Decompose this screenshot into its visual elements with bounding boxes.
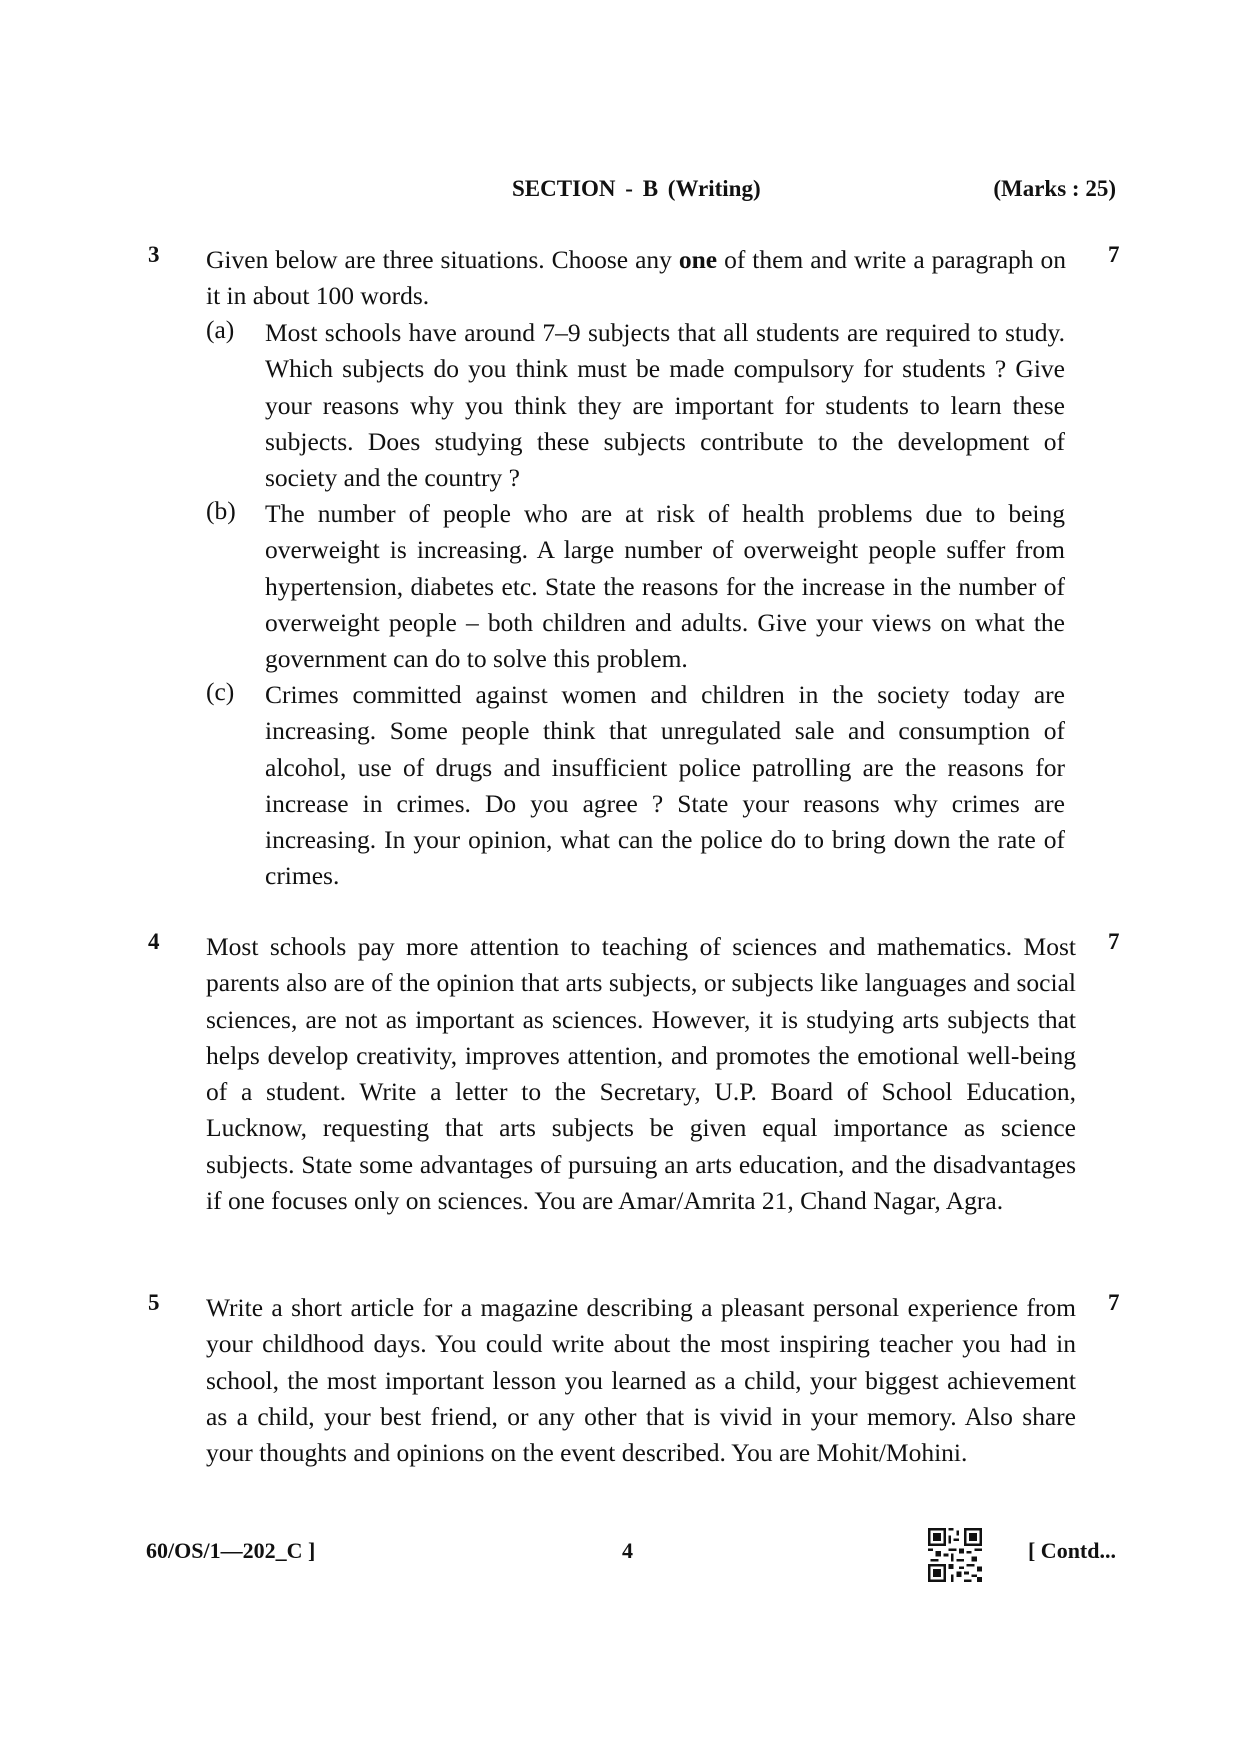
qr-code-icon — [928, 1528, 982, 1582]
question-number: 4 — [148, 929, 160, 954]
section-marks: (Marks : 25) — [993, 176, 1116, 201]
option-text: Crimes committed against women and children in the society today are increasing. Some people think that unregulated sale and consumption of alcohol, use of drugs and insufficient police patrolling are the reasons for increase in crimes. Do you agree ? State your reasons why crimes are increasing. In your opinion, what can the police do to bring down the rate of crimes. — [265, 680, 1065, 891]
question-intro-text: of them and write a paragraph on it in about 100 words. — [206, 245, 1066, 311]
question-intro-text: Given below are three situations. Choose any — [206, 245, 679, 274]
question-text: Write a short article for a magazine describing a pleasant personal experience from your childhood days. You could write about the most inspiring teacher you had in school, the most important lesson you learned as a child, your biggest achievement as a child, your best friend, or any other that is vivid in your memory. Also share your thoughts and opinions on the event described. You are Mohit/Mohini. — [206, 1293, 1076, 1468]
question-5 — [140, 1290, 1140, 1520]
option-label: (c) — [206, 677, 235, 706]
question-number: 5 — [148, 1290, 160, 1315]
option-text: Most schools have around 7–9 subjects that all students are required to study. Which subjects do you think must be made compulsory for students ? Give your reasons why you think they are important for students to learn these subjects. Does studying these subjects contribute to the development of society and the country ? — [265, 318, 1065, 493]
page-number: 4 — [622, 1538, 633, 1563]
question-intro — [206, 242, 1066, 315]
continued-label: [ Contd... — [1027, 1538, 1116, 1563]
option-label: (b) — [206, 496, 236, 525]
question-3 — [140, 242, 1140, 891]
paper-code: 60/OS/1—202_C ] — [146, 1538, 316, 1563]
section-title: SECTION - B (Writing) — [512, 176, 761, 201]
question-marks: 7 — [1108, 242, 1120, 267]
option-label: (a) — [206, 315, 235, 344]
question-4 — [140, 929, 1140, 1269]
question-text: Most schools pay more attention to teaching of sciences and mathematics. Most parents also are of the opinion that arts subjects, or subjects like languages and social sciences, are not as important as sciences. However, it is studying arts subjects that helps develop creativity, improves attention, and promotes the emotional well-being of a student. Write a letter to the Secretary, U.P. Board of School Education, Lucknow, requesting that arts subjects be given equal importance as science subjects. State some advantages of pursuing an arts education, and the disadvantages if one focuses only on sciences. You are Amar/Amrita 21, Chand Nagar, Agra. — [206, 932, 1076, 1216]
question-intro-emphasis: one — [678, 245, 718, 274]
question-number: 3 — [148, 242, 160, 267]
question-marks: 7 — [1108, 929, 1120, 954]
section-header — [0, 176, 1240, 208]
option-text: The number of people who are at risk of health problems due to being overweight is increasing. A large number of overweight people suffer from hypertension, diabetes etc. State the reasons for the increase in the number of overweight people – both children and adults. Give your views on what the government can do to solve this problem. — [265, 499, 1065, 674]
page-footer — [0, 1528, 1240, 1588]
question-marks: 7 — [1108, 1290, 1120, 1315]
